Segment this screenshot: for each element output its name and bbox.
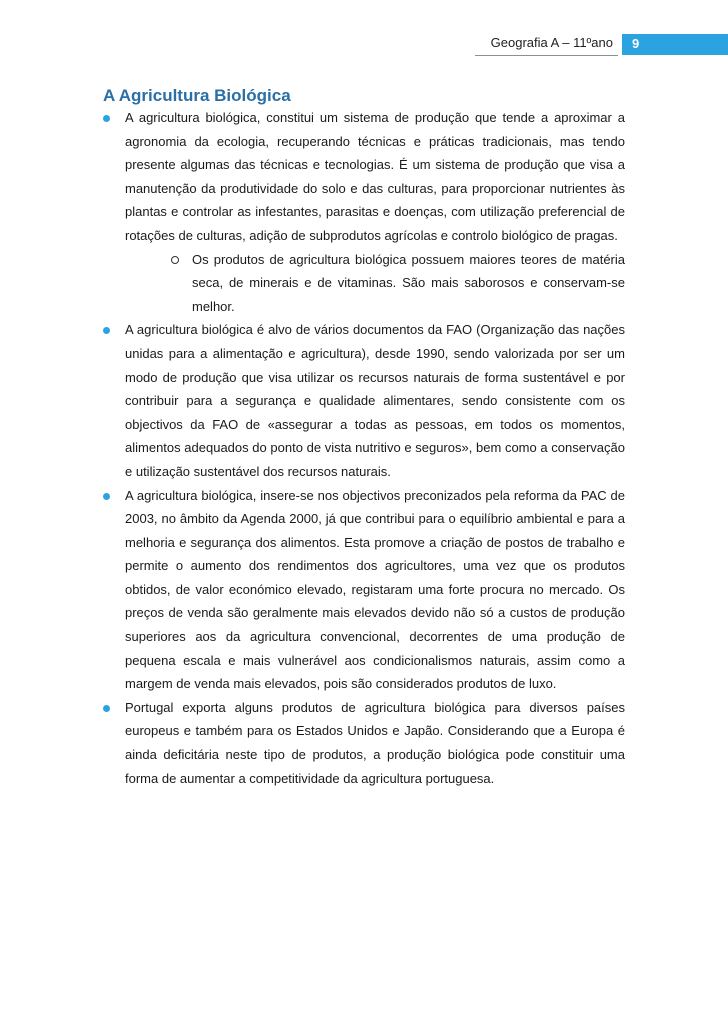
bullet-icon	[103, 327, 110, 334]
bullet-icon	[103, 493, 110, 500]
sub-bullet-text: Os produtos de agricultura biológica possuem maiores teores de matéria seca, de minerais e de vitaminas. São mais saborosos e conservam-se melhor.	[192, 251, 625, 314]
bullet-icon	[103, 115, 110, 122]
page-number-badge	[622, 34, 728, 55]
bullet-list	[103, 106, 625, 790]
page-header	[0, 34, 728, 54]
bullet-text: A agricultura biológica, insere-se nos objectivos preconizados pela reforma da PAC de 2003, no âmbito da Agenda 2000, já que contribui para o equilíbrio ambiental e para a melhoria e segurança dos alimentos. Esta promove a criação de postos de trabalho e permite o aumento dos rendimentos dos agricultores, uma vez que os produtos obtidos, de valor económico elevado, registaram uma forte procura no mercado. Os preços de venda são geralmente mais elevados devido não só a custos de produção superiores aos da agricultura convencional, decorrentes de uma produção de pequena escala e mais vulnerável aos condicionalismos naturais, assim como a margem de venda mais elevados, pois são considerados produtos de luxo.	[125, 487, 625, 692]
section-title: A Agricultura Biológica	[103, 86, 291, 105]
page-number: 9	[632, 36, 640, 51]
bullet-item	[103, 318, 625, 483]
hollow-circle-bullet-icon	[171, 256, 179, 264]
bullet-text: A agricultura biológica é alvo de vários documentos da FAO (Organização das nações unidas para a alimentação e agricultura), desde 1990, sendo valorizada por ser um modo de produção que visa utilizar os recursos naturais de forma sustentável e por contribuir para a segurança e qualidade alimentares, sendo consistente com os objectivos da FAO de «assegurar a todas as pessoas, em todos os momentos, alimentos adequados do ponto de vista nutritivo e seguros», bem como a conservação e utilização sustentável dos recursos naturais.	[125, 322, 625, 479]
bullet-text: A agricultura biológica, constitui um sistema de produção que tende a aproximar a agronomia da ecologia, recuperando técnicas e práticas tradicionais, mas tendo presente algumas das técnicas e tecnologias. É um sistema de produção que visa a manutenção da produtividade do solo e das culturas, para proporcionar nutrientes às plantas e controlar as infestantes, parasitas e doenças, com utilização preferencial de rotações de culturas, adição de subprodutos agrícolas e controlo biológico de pragas.	[125, 110, 625, 243]
bullet-item	[103, 484, 625, 696]
section-body	[103, 106, 625, 790]
header-rule	[475, 55, 618, 56]
bullet-text: Portugal exporta alguns produtos de agricultura biológica para diversos países europeus e também para os Estados Unidos e Japão. Considerando que a Europa é ainda deficitária neste tipo de produtos, a produção biológica pode constituir uma forma de aumentar a competitividade da agricultura portuguesa.	[125, 699, 625, 786]
bullet-item	[103, 696, 625, 790]
bullet-item	[103, 106, 625, 318]
sub-bullet-item	[125, 248, 625, 319]
bullet-icon	[103, 705, 110, 712]
header-title: Geografia A – 11ºano	[490, 35, 613, 50]
